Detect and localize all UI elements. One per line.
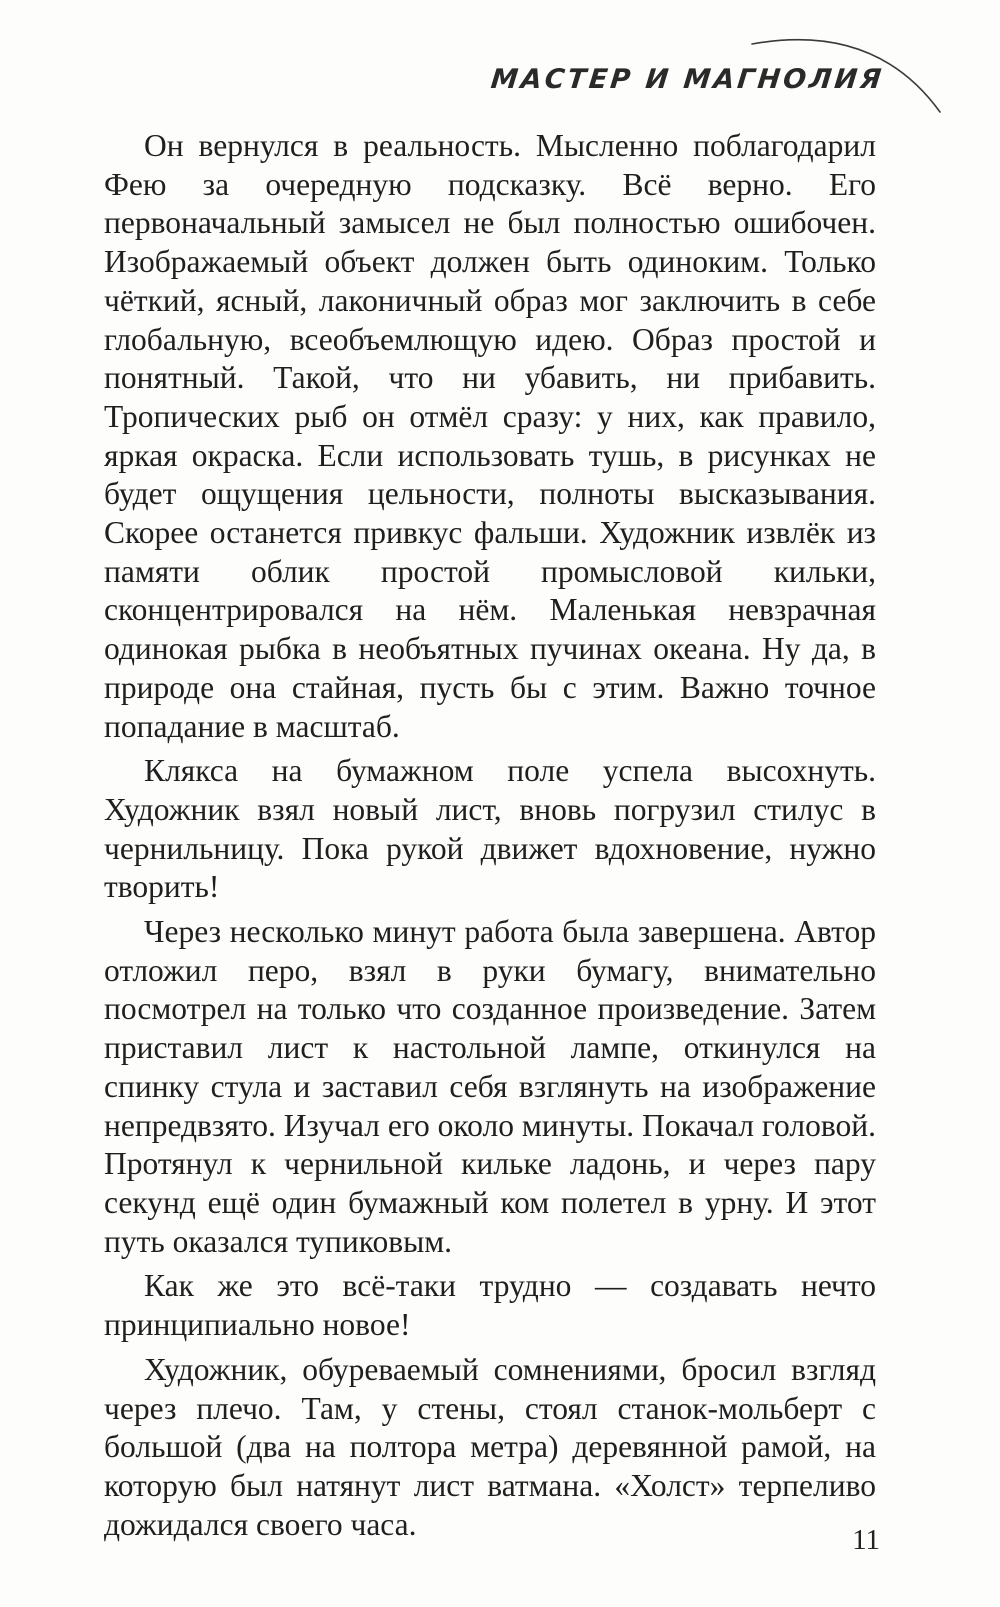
paragraph-3: Через несколько минут работа была завершена. Автор отложил перо, взял в руки бумагу, внимательно посмотрел на только что созданное произведение. Затем приставил лист к настольной лампе, откинулся на спинку стула и заставил себя взглянуть на изображение непредвзято. Изучал его около минуты. Покачал головой. Протянул к чернильной кильке ладонь, и через пару секунд ещё один бумажный ком полетел в урну. И этот путь оказался тупиковым.: [104, 914, 876, 1259]
paragraph-2: Клякса на бумажном поле успела высохнуть. Художник взял новый лист, вновь погрузил стилус в чернильницу. Пока рукой движет вдохновение, нужно творить!: [104, 753, 876, 905]
body-text: [104, 127, 876, 1544]
paragraph-4: Как же это всё-таки трудно — создавать нечто принципиально новое!: [104, 1268, 876, 1343]
paragraph-1: Он вернулся в реальность. Мысленно поблагодарил Фею за очередную подсказку. Всё верно. Его первоначальный замысел не был полностью ошибочен. Изображаемый объект должен быть одиноким. Только чёткий, ясный, лаконичный образ мог заключить в себе глобальную, всеобъемлющую идею. Образ простой и понятный. Такой, что ни убавить, ни прибавить. Тропических рыб он отмёл сразу: у них, как правило, яркая окраска. Если использовать тушь, в рисунках не будет ощущения цельности, полноты высказывания. Скорее останется привкус фальши. Художник извлёк из памяти облик простой промысловой кильки, сконцентрировался на нём. Маленькая невзрачная одинокая рыбка в необъятных пучинах океана. Ну да, в природе она стайная, пусть бы с этим. Важно точное попадание в масштаб.: [104, 128, 876, 744]
paragraph-5: Художник, обуреваемый сомнениями, бросил взгляд через плечо. Там, у стены, стоял станок-мольберт с большой (два на полтора метра) деревянной рамой, на которую был натянут лист ватмана. «Холст» терпеливо дожидался своего часа.: [104, 1351, 876, 1542]
page-number: 11: [852, 1524, 880, 1556]
running-head: МАСТЕР И МАГНОЛИЯ: [489, 64, 886, 95]
